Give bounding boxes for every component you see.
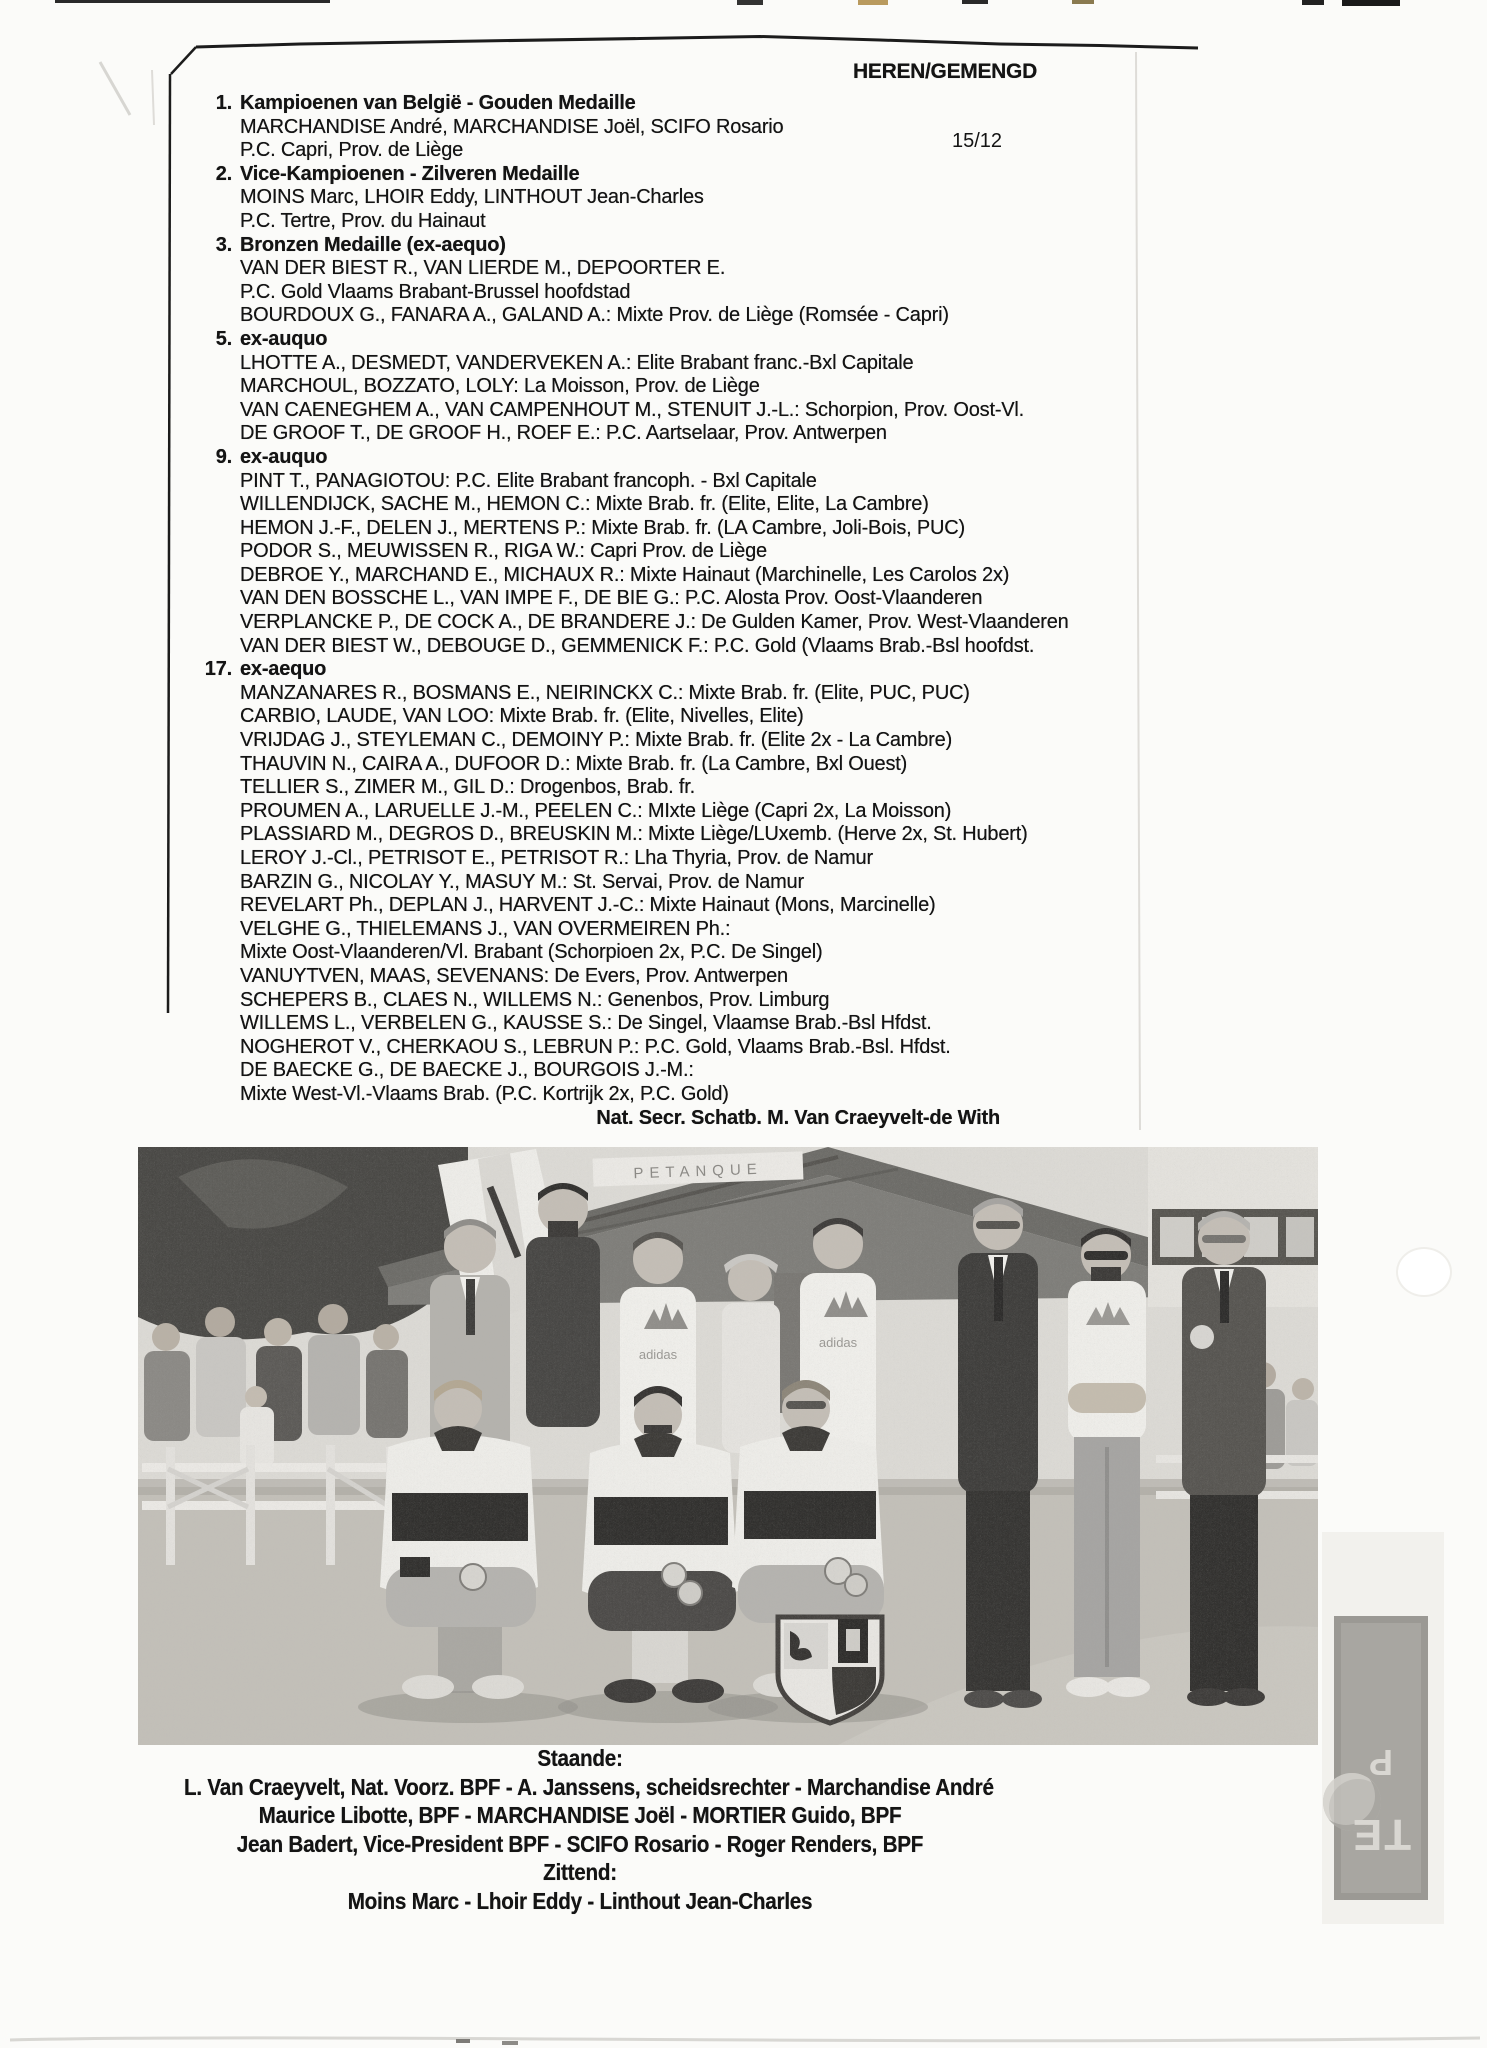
result-line: DE BAECKE G., DE BAECKE J., BOURGOIS J.-M.: [240,1059,694,1082]
results-list [168,92,1120,1107]
result-entry-heading [168,446,1120,470]
pencil-mark [152,70,154,125]
result-line: P.C. Capri, Prov. de Liège [240,139,464,162]
result-line: BOURDOUX G., FANARA A., GALAND A.: Mixte Prov. de Liège (Romsée - Capri) [240,304,949,327]
bottom-speck [456,2039,470,2043]
result-rank: 9. [215,445,232,468]
result-entry-heading [168,234,1120,258]
result-line: WILLEMS L., VERBELEN G., KAUSSE S.: De Singel, Vlaamse Brab.-Bsl Hfdst. [240,1012,932,1035]
bottom-scuff [10,2038,1480,2041]
result-line: Mixte West-Vl.-Vlaams Brab. (P.C. Kortrijk 2x, P.C. Gold) [240,1082,729,1105]
caption-line: Moins Marc - Lhoir Eddy - Linthout Jean-Charles [347,1887,813,1914]
result-line: MANZANARES R., BOSMANS E., NEIRINCKX C.: Mixte Brab. fr. (Elite, PUC, PUC) [240,681,970,704]
result-rank: 17. [204,658,232,681]
result-line: VANUYTVEN, MAAS, SEVENANS: De Evers, Prov. Antwerpen [240,964,788,987]
caption-line: Jean Badert, Vice-President BPF - SCIFO Rosario - Roger Renders, BPF [236,1830,924,1857]
result-line: WILLENDIJCK, SACHE M., HEMON C.: Mixte Brab. fr. (Elite, Elite, La Cambre) [240,493,929,516]
sticker-panel [1334,1616,1428,1900]
result-line: PODOR S., MEUWISSEN R., RIGA W.: Capri Prov. de Liège [240,540,767,563]
result-title: ex-auquo [240,445,328,468]
result-line: NOGHEROT V., CHERKAOU S., LEBRUN P.: P.C. Gold, Vlaams Brab.-Bsl. Hfdst. [240,1035,951,1058]
signature-line: Nat. Secr. Schatb. M. Van Craeyvelt-de With [596,1106,1000,1129]
hole-punch-mark [1398,1249,1450,1295]
result-line: VAN DEN BOSSCHE L., VAN IMPE F., DE BIE G.: P.C. Alosta Prov. Oost-Vlaanderen [240,587,983,610]
pencil-mark [100,62,130,115]
result-line: TELLIER S., ZIMER M., GIL D.: Drogenbos, Brab. fr. [240,776,695,799]
result-line: HEMON J.-F., DELEN J., MERTENS P.: Mixte Brab. fr. (LA Cambre, Joli-Bois, PUC) [240,516,965,539]
result-rank: 3. [215,233,232,256]
caption-line: Maurice Libotte, BPF - MARCHANDISE Joël - MORTIER Guido, BPF [258,1802,902,1829]
result-title: Bronzen Medaille (ex-aequo) [240,233,506,256]
result-line: PINT T., PANAGIOTOU: P.C. Elite Brabant francoph. - Bxl Capitale [240,469,817,492]
result-line: MARCHANDISE André, MARCHANDISE Joël, SCIFO Rosario [240,115,784,138]
caption-line: L. Van Craeyvelt, Nat. Voorz. BPF - A. Janssens, scheidsrechter - Marchandise André [184,1773,994,1800]
binding-mark [858,0,888,5]
result-title: Kampioenen van België - Gouden Medaille [240,92,636,114]
result-entry-heading [168,328,1120,352]
binding-mark [1342,0,1400,6]
result-line: VAN DER BIEST R., VAN LIERDE M., DEPOORTER E. [240,257,726,280]
result-line: LHOTTE A., DESMEDT, VANDERVEKEN A.: Elite Brabant franc.-Bxl Capitale [240,351,914,374]
binding-mark [1302,0,1324,5]
sticker-letter-p: P [1369,1742,1394,1783]
binding-mark [1072,0,1094,4]
results-sheet [168,92,1120,1130]
bottom-speck [502,2041,518,2045]
result-line: VELGHE G., THIELEMANS J., VAN OVERMEIREN Ph.: [240,917,731,940]
binding-mark [737,0,763,5]
sheet-top-edge [196,37,1198,49]
result-line: VERPLANCKE P., DE COCK A., DE BRANDERE J.: De Gulden Kamer, Prov. West-Vlaanderen [240,611,1069,634]
result-entry-heading [168,658,1120,682]
result-title: ex-auquo [240,327,328,350]
result-line: VAN CAENEGHEM A., VAN CAMPENHOUT M., STENUIT J.-L.: Schorpion, Prov. Oost-Vl. [240,398,1025,421]
result-line: P.C. Gold Vlaams Brabant-Brussel hoofdstad [240,280,631,303]
photo-caption [184,1744,994,1916]
caption-sitting-label: Zittend: [543,1859,617,1886]
result-line: CARBIO, LAUDE, VAN LOO: Mixte Brab. fr. (Elite, Nivelles, Elite) [240,705,804,728]
binding-mark [962,0,988,4]
result-line: LEROY J.-Cl., PETRISOT E., PETRISOT R.: Lha Thyria, Prov. de Namur [240,847,873,869]
result-line: THAUVIN N., CAIRA A., DUFOOR D.: Mixte Brab. fr. (La Cambre, Bxl Ouest) [240,752,908,775]
caption-standing-label: Staande: [537,1745,623,1771]
result-line: DEBROE Y., MARCHAND E., MICHAUX R.: Mixte Hainaut (Marchinelle, Les Carolos 2x) [240,563,1010,586]
result-entry-heading [168,163,1120,187]
result-line: VRIJDAG J., STEYLEMAN C., DEMOINY P.: Mixte Brab. fr. (Elite 2x - La Cambre) [240,729,953,752]
faded-sticker [1322,1532,1444,1924]
result-line: VAN DER BIEST W., DEBOUGE D., GEMMENICK F.: P.C. Gold (Vlaams Brab.-Bsl hoofdst. [240,634,1035,657]
result-rank: 1. [215,92,232,114]
result-line: REVELART Ph., DEPLAN J., HARVENT J.-C.: Mixte Hainaut (Mons, Marcinelle) [240,894,936,917]
result-line: SCHEPERS B., CLAES N., WILLEMS N.: Genenbos, Prov. Limburg [240,988,830,1011]
result-title: ex-aequo [240,658,327,681]
photo-grain [138,1147,1318,1745]
group-photo [138,1147,1318,1745]
binding-mark [55,0,330,3]
score-note: 15/12 [952,130,1003,152]
sticker-letters-te: TE [1350,1810,1412,1859]
result-rank: 2. [215,162,232,185]
result-line: Mixte Oost-Vlaanderen/Vl. Brabant (Schorpioen 2x, P.C. De Singel) [240,941,823,964]
result-line: PLASSIARD M., DEGROS D., BREUSKIN M.: Mixte Liège/LUxemb. (Herve 2x, St. Hubert) [240,823,1028,846]
result-line: MARCHOUL, BOZZATO, LOLY: La Moisson, Prov. de Liège [240,375,760,398]
result-line: MOINS Marc, LHOIR Eddy, LINTHOUT Jean-Charles [240,186,704,209]
result-line: BARZIN G., NICOLAY Y., MASUY M.: St. Servai, Prov. de Namur [240,870,804,893]
result-line: P.C. Tertre, Prov. du Hainaut [240,209,486,232]
category-header: HEREN/GEMENGD [853,60,1037,83]
result-line: PROUMEN A., LARUELLE J.-M., PEELEN C.: MIxte Liège (Capri 2x, La Moisson) [240,799,952,822]
result-title: Vice-Kampioenen - Zilveren Medaille [240,162,580,185]
sheet-right-edge [1136,52,1140,1130]
group-photo-graphic [138,1147,1318,1745]
sheet-corner-cut [171,47,196,74]
result-entry-heading [168,92,1120,116]
result-line: DE GROOF T., DE GROOF H., ROEF E.: P.C. Aartselaar, Prov. Antwerpen [240,422,887,445]
result-rank: 5. [215,327,232,350]
